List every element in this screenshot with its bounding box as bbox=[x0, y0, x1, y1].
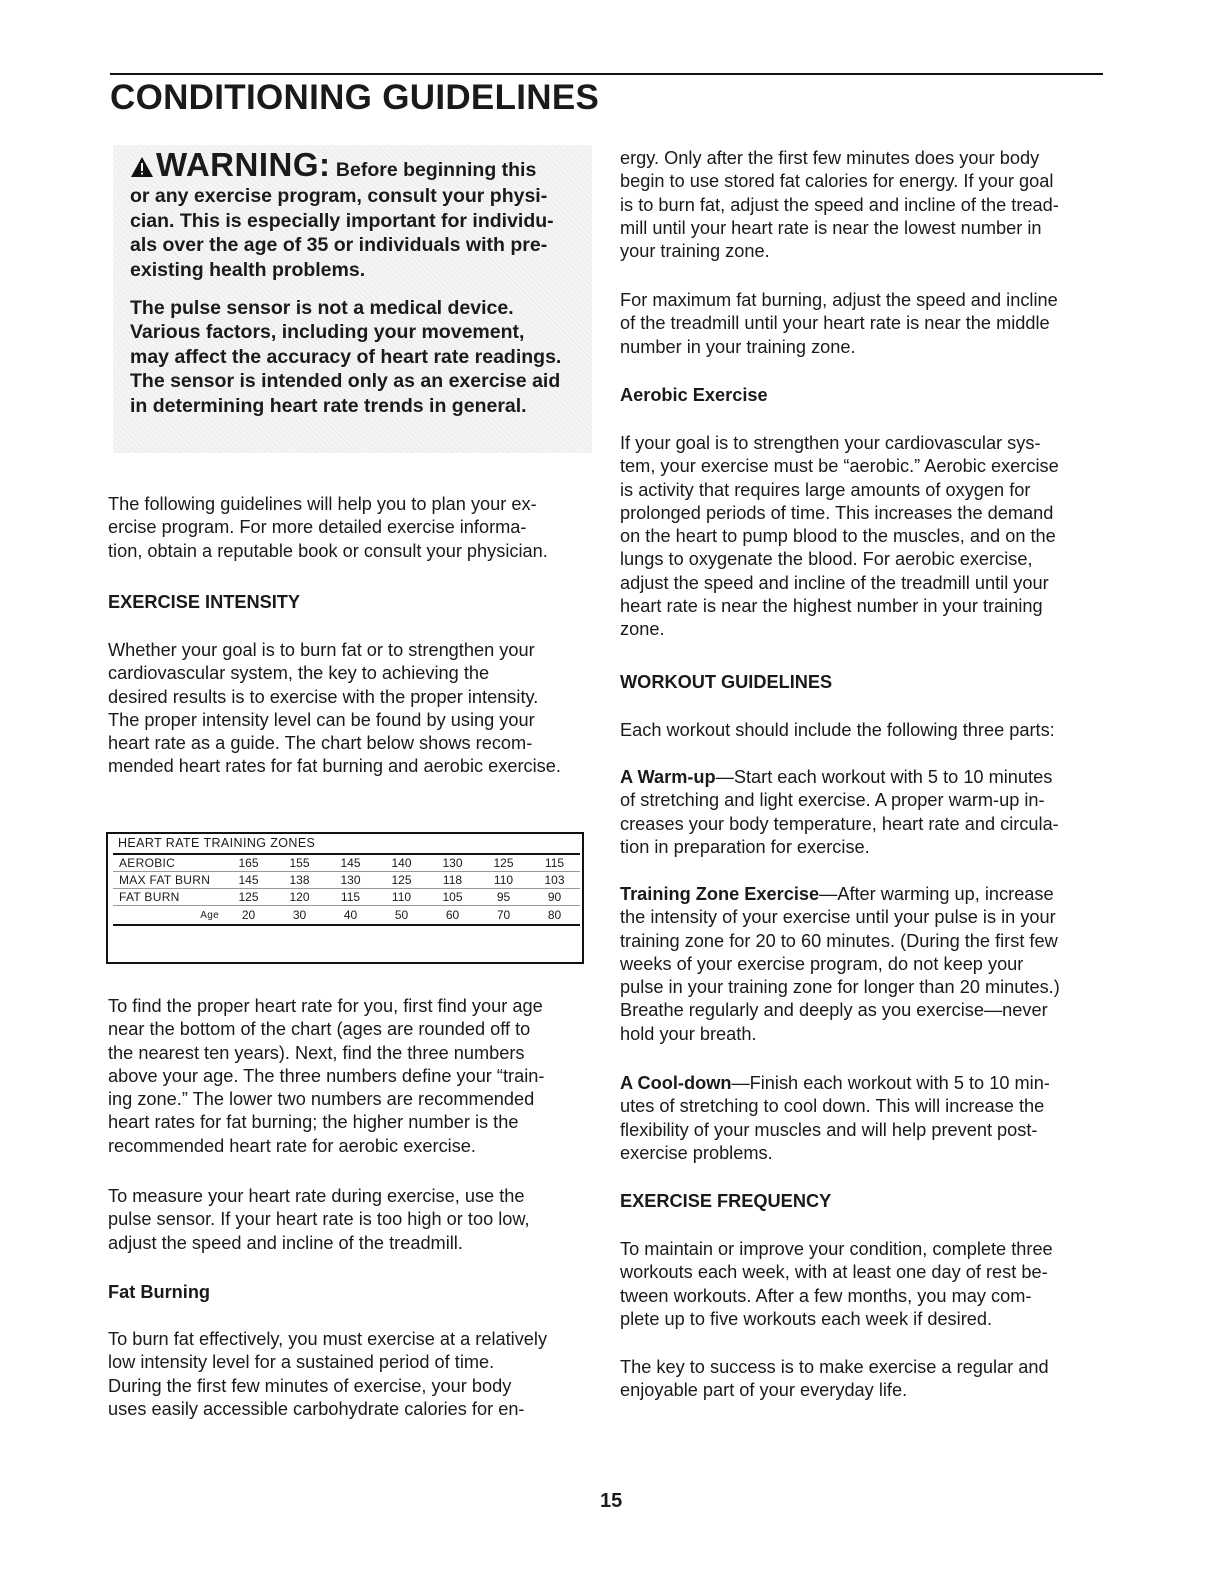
heart-rate-value: 115 bbox=[529, 855, 580, 872]
text-line: adjust the speed and incline of the treadmill until your bbox=[620, 572, 1049, 593]
text-line: tion, obtain a reputable book or consult your physician. bbox=[108, 540, 548, 561]
text-line: The proper intensity level can be found by using your bbox=[108, 709, 535, 730]
age-value: 50 bbox=[376, 906, 427, 926]
heart-rate-value: 120 bbox=[274, 889, 325, 906]
intensity-paragraph bbox=[108, 639, 593, 779]
text-line: —Finish each workout with 5 to 10 min- bbox=[731, 1073, 1050, 1093]
sensor-line: The sensor is intended only as an exercise aid bbox=[130, 370, 561, 393]
text-line: recommended heart rate for aerobic exercise. bbox=[108, 1135, 476, 1156]
heart-rate-value: 145 bbox=[223, 872, 274, 889]
heart-rate-table bbox=[113, 855, 580, 926]
warning-line: Before beginning this bbox=[335, 159, 537, 181]
training-zone-lead: Training Zone Exercise bbox=[620, 884, 820, 904]
warning-line: cian. This is especially important for individu- bbox=[130, 209, 554, 232]
warmup-paragraph bbox=[620, 766, 1105, 859]
row-label: FAT BURN bbox=[113, 889, 223, 906]
age-row bbox=[113, 906, 580, 926]
closing-paragraph bbox=[620, 1356, 1105, 1403]
text-line: cardiovascular system, the key to achieving the bbox=[108, 663, 490, 684]
heading-exercise-frequency: EXERCISE FREQUENCY bbox=[620, 1191, 832, 1211]
text-line: number in your training zone. bbox=[620, 336, 856, 357]
text-line: During the first few minutes of exercise, your body bbox=[108, 1375, 512, 1396]
heading-workout-guidelines: WORKOUT GUIDELINES bbox=[620, 672, 833, 692]
heart-rate-value: 130 bbox=[427, 855, 478, 872]
cooldown-lead: A Cool-down bbox=[620, 1073, 732, 1093]
heart-rate-value: 90 bbox=[529, 889, 580, 906]
heart-rate-value: 130 bbox=[325, 872, 376, 889]
age-value: 70 bbox=[478, 906, 529, 926]
text-line: above your age. The three numbers define your “train- bbox=[108, 1065, 545, 1086]
text-line: enjoyable part of your everyday life. bbox=[620, 1380, 908, 1401]
age-value: 30 bbox=[274, 906, 325, 926]
warmup-lead: A Warm-up bbox=[620, 767, 716, 787]
row-label: AEROBIC bbox=[113, 855, 223, 872]
text-line: If your goal is to strengthen your cardiovascular sys- bbox=[620, 433, 1041, 453]
text-line: uses easily accessible carbohydrate calories for en- bbox=[108, 1398, 525, 1419]
text-line: pulse in your training zone for longer than 20 minutes.) bbox=[620, 977, 1060, 998]
heart-rate-value: 165 bbox=[223, 855, 274, 872]
text-line: —Start each workout with 5 to 10 minutes bbox=[715, 767, 1053, 787]
warning-text bbox=[130, 146, 585, 418]
aerobic-paragraph bbox=[620, 432, 1105, 642]
text-line: Breathe regularly and deeply as you exercise—never bbox=[620, 1000, 1048, 1021]
warning-line: als over the age of 35 or individuals with pre- bbox=[130, 234, 548, 257]
heart-rate-value: 125 bbox=[376, 872, 427, 889]
text-line: training zone for 20 to 60 minutes. (During the first few bbox=[620, 930, 1058, 951]
text-line: adjust the speed and incline of the treadmill. bbox=[108, 1232, 463, 1253]
workout-intro: Each workout should include the following three parts: bbox=[620, 720, 1055, 740]
warning-triangle-icon bbox=[130, 156, 154, 184]
text-line: —After warming up, increase bbox=[819, 884, 1054, 904]
text-line: lungs to oxygenate the blood. For aerobic exercise, bbox=[620, 549, 1033, 570]
fat-burning-paragraph bbox=[108, 1328, 593, 1421]
intro-paragraph bbox=[108, 493, 593, 563]
text-line: your training zone. bbox=[620, 241, 770, 262]
heart-rate-value: 105 bbox=[427, 889, 478, 906]
text-line: exercise problems. bbox=[620, 1142, 773, 1163]
text-line: creases your body temperature, heart rate and circula- bbox=[620, 813, 1059, 834]
training-zone-paragraph bbox=[620, 883, 1105, 1046]
text-line: tem, your exercise must be “aerobic.” Aerobic exercise bbox=[620, 456, 1059, 477]
text-line: utes of stretching to cool down. This will increase the bbox=[620, 1096, 1045, 1117]
text-line: is activity that requires large amounts of oxygen for bbox=[620, 479, 1031, 500]
heart-rate-value: 145 bbox=[325, 855, 376, 872]
text-line: hold your breath. bbox=[620, 1023, 757, 1044]
text-line: desired results is to exercise with the proper intensity. bbox=[108, 686, 539, 707]
warning-word: WARNING: bbox=[156, 146, 331, 183]
heading-exercise-intensity: EXERCISE INTENSITY bbox=[108, 592, 301, 612]
sensor-line: in determining heart rate trends in general. bbox=[130, 394, 527, 417]
warning-header bbox=[130, 146, 585, 184]
max-fat-paragraph bbox=[620, 289, 1105, 359]
sensor-line: The pulse sensor is not a medical device. bbox=[130, 297, 514, 320]
text-line: The following guidelines will help you to plan your ex- bbox=[108, 494, 537, 514]
heading-aerobic-exercise: Aerobic Exercise bbox=[620, 385, 768, 405]
text-line: ercise program. For more detailed exercise informa- bbox=[108, 517, 527, 538]
warning-line: existing health problems. bbox=[130, 258, 366, 281]
text-line: heart rates for fat burning; the higher number is the bbox=[108, 1112, 519, 1133]
age-value: 40 bbox=[325, 906, 376, 926]
text-line: tion in preparation for exercise. bbox=[620, 836, 870, 857]
text-line: ing zone.” The lower two numbers are recommended bbox=[108, 1089, 535, 1110]
heading-fat-burning: Fat Burning bbox=[108, 1282, 211, 1302]
heart-rate-chart-title: HEART RATE TRAINING ZONES bbox=[118, 836, 316, 850]
heart-rate-row bbox=[113, 889, 580, 906]
heart-rate-row bbox=[113, 855, 580, 872]
cooldown-paragraph bbox=[620, 1072, 1105, 1165]
heart-rate-value: 95 bbox=[478, 889, 529, 906]
text-line: on the heart to pump blood to the muscles, and on the bbox=[620, 526, 1056, 547]
heart-rate-value: 115 bbox=[325, 889, 376, 906]
heart-rate-value: 110 bbox=[376, 889, 427, 906]
text-line: weeks of your exercise program, do not keep your bbox=[620, 953, 1024, 974]
heart-rate-value: 110 bbox=[478, 872, 529, 889]
sensor-line: may affect the accuracy of heart rate readings. bbox=[130, 345, 562, 368]
text-line: heart rate is near the highest number in your training bbox=[620, 596, 1043, 617]
text-line: of the treadmill until your heart rate is near the middle bbox=[620, 313, 1050, 334]
text-line: the intensity of your exercise until your pulse is in your bbox=[620, 907, 1056, 928]
heart-rate-value: 118 bbox=[427, 872, 478, 889]
heart-rate-value: 155 bbox=[274, 855, 325, 872]
text-line: For maximum fat burning, adjust the speed and incline bbox=[620, 290, 1058, 310]
text-line: Whether your goal is to burn fat or to strengthen your bbox=[108, 640, 535, 660]
row-label: MAX FAT BURN bbox=[113, 872, 223, 889]
sensor-line: Various factors, including your movement, bbox=[130, 321, 525, 344]
age-label: Age bbox=[113, 906, 223, 926]
text-line: mill until your heart rate is near the lowest number in bbox=[620, 217, 1042, 238]
text-line: of stretching and light exercise. A proper warm-up in- bbox=[620, 790, 1045, 811]
age-value: 80 bbox=[529, 906, 580, 926]
text-line: heart rate as a guide. The chart below shows recom- bbox=[108, 733, 533, 754]
text-line: To find the proper heart rate for you, first find your age bbox=[108, 996, 543, 1016]
text-line: begin to use stored fat calories for energy. If your goal bbox=[620, 171, 1054, 192]
age-value: 60 bbox=[427, 906, 478, 926]
text-line: low intensity level for a sustained period of time. bbox=[108, 1352, 495, 1373]
measure-paragraph bbox=[108, 1185, 593, 1255]
text-line: is to burn fat, adjust the speed and incline of the tread- bbox=[620, 194, 1059, 215]
page-number: 15 bbox=[600, 1490, 623, 1512]
text-line: the nearest ten years). Next, find the three numbers bbox=[108, 1042, 525, 1063]
heart-rate-value: 103 bbox=[529, 872, 580, 889]
find-rate-paragraph bbox=[108, 995, 593, 1158]
text-line: zone. bbox=[620, 619, 665, 640]
heart-rate-value: 125 bbox=[223, 889, 274, 906]
text-line: To maintain or improve your condition, complete three bbox=[620, 1239, 1053, 1259]
continued-paragraph bbox=[620, 147, 1105, 263]
frequency-paragraph bbox=[620, 1238, 1105, 1331]
warning-line: or any exercise program, consult your physi- bbox=[130, 185, 548, 208]
heart-rate-value: 125 bbox=[478, 855, 529, 872]
heart-rate-row bbox=[113, 872, 580, 889]
text-line: near the bottom of the chart (ages are rounded off to bbox=[108, 1019, 531, 1040]
text-line: plete up to five workouts each week if desired. bbox=[620, 1308, 993, 1329]
text-line: prolonged periods of time. This increases the demand bbox=[620, 502, 1054, 523]
text-line: ergy. Only after the first few minutes does your body bbox=[620, 148, 1040, 168]
text-line: The key to success is to make exercise a regular and bbox=[620, 1357, 1049, 1377]
text-line: pulse sensor. If your heart rate is too high or too low, bbox=[108, 1209, 530, 1230]
heart-rate-value: 140 bbox=[376, 855, 427, 872]
title-rule bbox=[110, 73, 1103, 75]
text-line: mended heart rates for fat burning and aerobic exercise. bbox=[108, 756, 561, 777]
text-line: flexibility of your muscles and will help prevent post- bbox=[620, 1119, 1038, 1140]
age-value: 20 bbox=[223, 906, 274, 926]
text-line: To measure your heart rate during exercise, use the bbox=[108, 1186, 525, 1206]
page-title: CONDITIONING GUIDELINES bbox=[110, 78, 600, 117]
text-line: tween workouts. After a few months, you may com- bbox=[620, 1285, 1032, 1306]
text-line: To burn fat effectively, you must exercise at a relatively bbox=[108, 1329, 548, 1349]
text-line: workouts each week, with at least one day of rest be- bbox=[620, 1262, 1048, 1283]
heart-rate-value: 138 bbox=[274, 872, 325, 889]
